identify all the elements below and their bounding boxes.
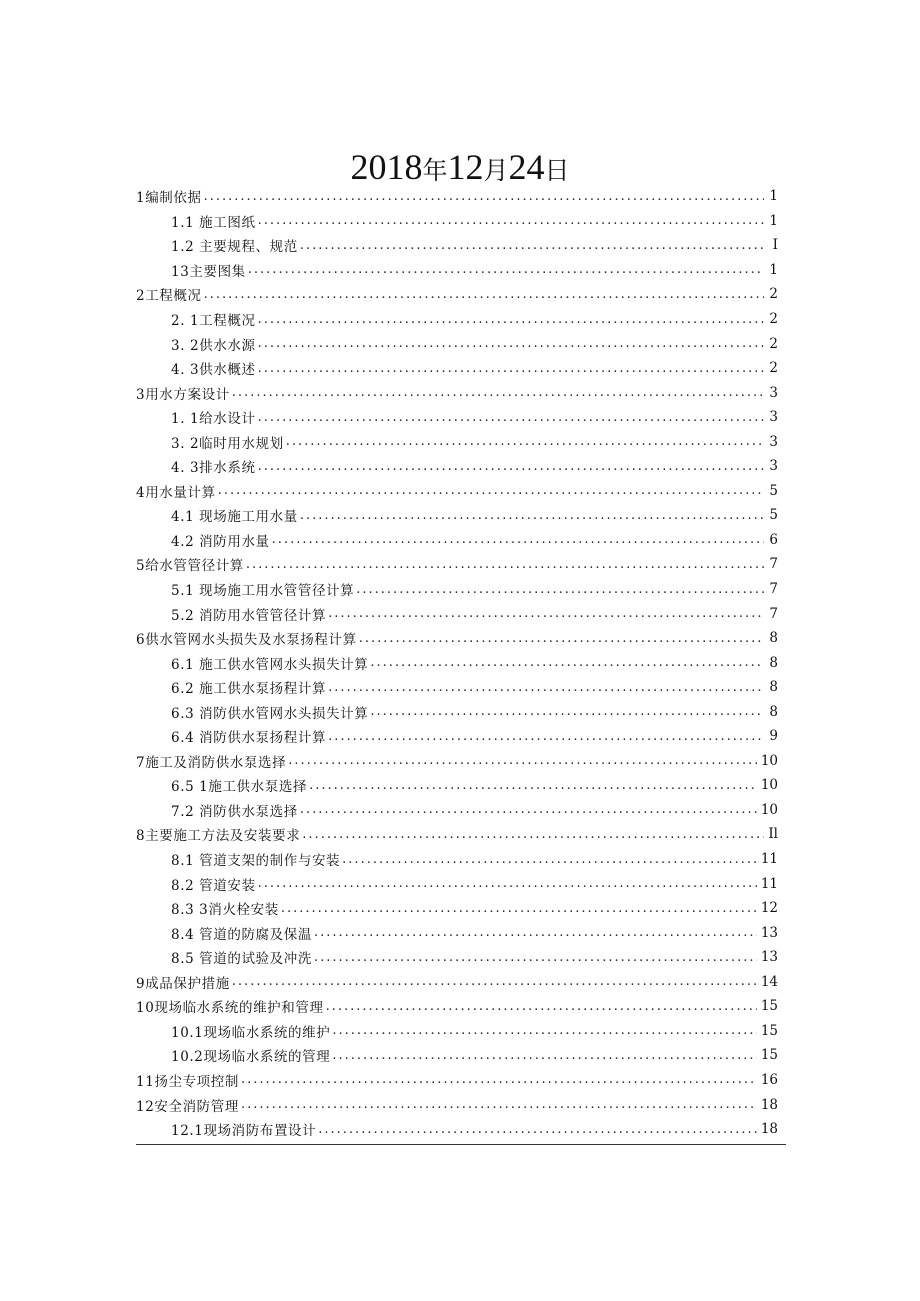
date-day: 24	[508, 147, 545, 187]
toc-section-entry[interactable]	[136, 1043, 778, 1068]
toc-entry-label: 7.2 消防供水泵选择	[171, 803, 298, 820]
toc-chapter-entry[interactable]	[136, 1068, 778, 1093]
date-year-suffix: 年	[422, 158, 448, 185]
toc-entry-label: 5给水管管径计算	[136, 558, 244, 575]
toc-section-entry[interactable]	[136, 1019, 778, 1044]
toc-chapter-entry[interactable]	[136, 970, 778, 995]
toc-entry-label: 1. 1给水设计	[171, 411, 256, 428]
toc-entry-page-number: 3	[769, 433, 778, 450]
toc-entry-page-number: 2	[769, 311, 778, 327]
toc-entry-page-number: 1	[769, 261, 778, 278]
toc-entry-page-number: I	[772, 237, 778, 254]
toc-dot-leader	[300, 508, 764, 523]
toc-entry-label: 12安全消防管理	[136, 1098, 239, 1115]
toc-dot-leader	[328, 729, 764, 744]
toc-chapter-entry[interactable]	[136, 552, 778, 577]
toc-entry-label: 4用水量计算	[136, 484, 216, 501]
toc-entry-page-number: 3	[769, 384, 778, 401]
toc-entry-page-number: 15	[760, 998, 778, 1015]
toc-entry-label: 10.2现场临水系统的管理	[171, 1049, 331, 1066]
toc-entry-page-number: 18	[760, 1121, 778, 1138]
toc-dot-leader	[318, 1122, 757, 1137]
toc-dot-leader	[258, 213, 764, 228]
toc-chapter-entry[interactable]	[136, 184, 778, 209]
toc-section-entry[interactable]	[136, 429, 778, 454]
toc-entry-page-number: 8	[769, 679, 778, 696]
toc-entry-label: 6.1 施工供水管网水头损失计算	[171, 656, 369, 673]
toc-dot-leader	[328, 680, 764, 695]
toc-entry-page-number: 2	[769, 335, 778, 352]
toc-section-entry[interactable]	[136, 331, 778, 356]
toc-entry-label: 5.1 现场施工用水管管径计算	[171, 583, 355, 600]
toc-entry-page-number: 5	[769, 507, 778, 524]
toc-chapter-entry[interactable]	[136, 822, 778, 847]
toc-entry-page-number: 8	[769, 703, 778, 720]
toc-dot-leader	[258, 336, 764, 351]
toc-chapter-entry[interactable]	[136, 749, 778, 774]
toc-entry-page-number: 11	[760, 875, 778, 892]
toc-entry-page-number: 3	[769, 409, 778, 426]
toc-entry-label: 8.2 管道安装	[171, 877, 256, 894]
toc-section-entry[interactable]	[136, 699, 778, 724]
toc-entry-label: 9成品保护措施	[136, 975, 230, 992]
toc-dot-leader	[248, 262, 764, 277]
toc-section-entry[interactable]	[136, 675, 778, 700]
toc-entry-page-number: 11	[760, 851, 778, 868]
toc-dot-leader	[258, 312, 764, 327]
toc-section-entry[interactable]	[136, 503, 778, 528]
toc-section-entry[interactable]	[136, 356, 778, 381]
toc-entry-page-number: 18	[760, 1096, 778, 1113]
toc-entry-label: 6.5 1施工供水泵选择	[171, 779, 308, 796]
toc-entry-page-number: 15	[760, 1047, 778, 1064]
date-month: 12	[447, 147, 484, 187]
toc-entry-label: 6供水管网水头损失及水泵扬程计算	[136, 632, 357, 649]
toc-entry-label: 3. 2临时用水规划	[171, 435, 284, 452]
toc-entry-page-number: 7	[769, 605, 778, 622]
toc-entry-page-number: 1	[769, 188, 778, 205]
date-year: 2018	[350, 147, 423, 187]
toc-entry-label: 8.4 管道的防腐及保温	[171, 926, 312, 943]
toc-dot-leader	[258, 410, 764, 425]
toc-entry-label: 10现场临水系统的维护和管理	[136, 1000, 324, 1017]
toc-section-entry[interactable]	[136, 798, 778, 823]
toc-entry-label: 12.1现场消防布置设计	[171, 1123, 317, 1140]
toc-entry-label: 3. 2供水水源	[171, 337, 256, 354]
toc-section-entry[interactable]	[136, 577, 778, 602]
toc-dot-leader	[204, 189, 764, 204]
toc-section-entry[interactable]	[136, 1117, 778, 1142]
toc-entry-label: 6.2 施工供水泵扬程计算	[171, 681, 327, 698]
toc-dot-leader	[300, 802, 757, 817]
toc-section-entry[interactable]	[136, 454, 778, 479]
toc-section-entry[interactable]	[136, 896, 778, 921]
toc-entry-page-number: 10	[760, 801, 778, 818]
toc-dot-leader	[218, 483, 764, 498]
toc-dot-leader	[332, 1023, 756, 1038]
toc-entry-label: 8.1 管道支架的制作与安装	[171, 853, 341, 870]
toc-dot-leader	[314, 950, 757, 965]
toc-dot-leader	[232, 974, 757, 989]
toc-entry-label: 1.2 主要规程、规范	[171, 239, 298, 256]
toc-dot-leader	[286, 434, 764, 449]
toc-dot-leader	[232, 385, 764, 400]
toc-entry-page-number: 2	[769, 360, 778, 377]
toc-section-entry[interactable]	[136, 847, 778, 872]
toc-entry-label: 6.4 消防供水泵扬程计算	[171, 730, 327, 747]
toc-section-entry[interactable]	[136, 405, 778, 430]
toc-entry-page-number: 13	[760, 949, 778, 966]
toc-chapter-entry[interactable]	[136, 626, 778, 651]
toc-entry-label: 1编制依据	[136, 190, 202, 207]
toc-dot-leader	[258, 361, 764, 376]
toc-entry-page-number: 9	[769, 728, 778, 745]
toc-dot-leader	[370, 655, 764, 670]
toc-entry-label: 6.3 消防供水管网水头损失计算	[171, 705, 369, 722]
toc-dot-leader	[309, 778, 757, 793]
toc-dot-leader	[302, 827, 764, 842]
toc-entry-page-number: 13	[760, 924, 778, 941]
toc-section-entry[interactable]	[136, 724, 778, 749]
toc-dot-leader	[258, 876, 757, 891]
toc-section-entry[interactable]	[136, 650, 778, 675]
toc-entry-label: 4. 3排水系统	[171, 460, 256, 477]
toc-entry-page-number: 16	[760, 1071, 778, 1088]
toc-chapter-entry[interactable]	[136, 282, 778, 307]
toc-dot-leader	[246, 557, 764, 572]
toc-entry-label: 1.1 施工图纸	[171, 214, 256, 231]
toc-entry-label: 5.2 消防用水管管径计算	[171, 607, 327, 624]
toc-section-entry[interactable]	[136, 871, 778, 896]
toc-entry-page-number: 10	[760, 777, 778, 794]
toc-dot-leader	[204, 287, 764, 302]
toc-entry-label: 8.5 管道的试验及冲洗	[171, 951, 312, 968]
toc-entry-page-number: 5	[769, 482, 778, 499]
toc-dot-leader	[314, 925, 757, 940]
bottom-divider	[136, 1144, 786, 1145]
toc-entry-page-number: 12	[760, 900, 778, 917]
toc-dot-leader	[281, 901, 757, 916]
date-month-suffix: 月	[483, 158, 509, 185]
toc-chapter-entry[interactable]	[136, 994, 778, 1019]
toc-entry-label: 8主要施工方法及安装要求	[136, 828, 301, 845]
toc-dot-leader	[241, 1072, 757, 1087]
toc-entry-page-number: 7	[769, 581, 778, 598]
toc-dot-leader	[300, 238, 764, 253]
toc-entry-page-number: Il	[768, 826, 778, 843]
toc-dot-leader	[356, 582, 764, 597]
toc-dot-leader	[370, 704, 764, 719]
toc-section-entry[interactable]	[136, 258, 778, 283]
toc-entry-label: 2. 1工程概况	[171, 313, 256, 329]
toc-dot-leader	[328, 606, 764, 621]
toc-entry-label: 4.2 消防用水量	[171, 533, 270, 550]
toc-entry-page-number: 6	[769, 531, 778, 548]
toc-entry-label: 7施工及消防供水泵选择	[136, 754, 287, 771]
toc-section-entry[interactable]	[136, 307, 778, 332]
toc-entry-label: 4.1 现场施工用水量	[171, 509, 298, 526]
table-of-contents	[136, 184, 778, 1141]
toc-entry-label: 13主要图集	[171, 263, 246, 280]
toc-dot-leader	[359, 631, 764, 646]
toc-section-entry[interactable]	[136, 601, 778, 626]
toc-section-entry[interactable]	[136, 920, 778, 945]
toc-section-entry[interactable]	[136, 209, 778, 234]
toc-section-entry[interactable]	[136, 773, 778, 798]
toc-chapter-entry[interactable]	[136, 1092, 778, 1117]
toc-entry-label: 3用水方案设计	[136, 386, 230, 403]
toc-dot-leader	[258, 459, 764, 474]
toc-dot-leader	[326, 999, 757, 1014]
toc-entry-page-number: 3	[769, 458, 778, 475]
toc-chapter-entry[interactable]	[136, 380, 778, 405]
toc-entry-page-number: 8	[769, 654, 778, 671]
toc-entry-label: 10.1现场临水系统的维护	[171, 1024, 331, 1041]
toc-entry-label: 4. 3供水概述	[171, 362, 256, 379]
toc-entry-page-number: 7	[769, 556, 778, 573]
toc-entry-page-number: 10	[760, 752, 778, 769]
toc-section-entry[interactable]	[136, 233, 778, 258]
toc-dot-leader	[272, 532, 764, 547]
toc-dot-leader	[288, 753, 757, 768]
toc-entry-page-number: 8	[769, 630, 778, 647]
date-day-suffix: 日	[544, 158, 570, 185]
toc-dot-leader	[342, 852, 757, 867]
toc-entry-label: 2工程概况	[136, 288, 202, 305]
toc-entry-page-number: 2	[769, 286, 778, 303]
toc-entry-label: 11扬尘专项控制	[136, 1073, 239, 1090]
toc-entry-page-number: 1	[769, 212, 778, 229]
toc-entry-page-number: 15	[760, 1022, 778, 1039]
toc-chapter-entry[interactable]	[136, 479, 778, 504]
toc-section-entry[interactable]	[136, 945, 778, 970]
toc-entry-label: 8.3 3消火栓安装	[171, 902, 279, 919]
toc-dot-leader	[241, 1097, 757, 1112]
toc-dot-leader	[332, 1048, 756, 1063]
toc-section-entry[interactable]	[136, 528, 778, 553]
toc-entry-page-number: 14	[760, 973, 778, 990]
